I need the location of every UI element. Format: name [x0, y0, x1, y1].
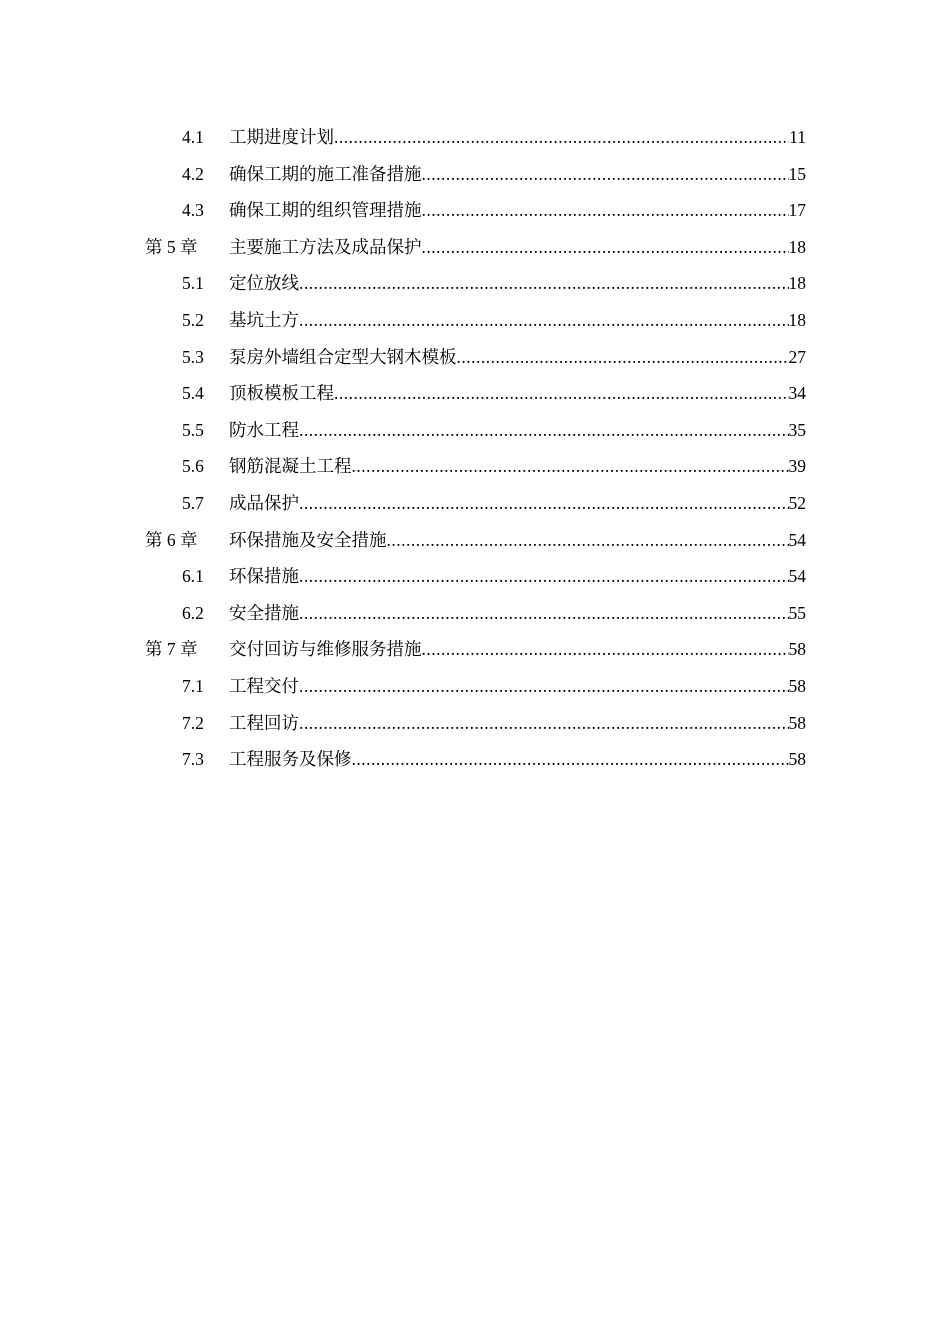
toc-entry-title: 定位放线: [229, 273, 299, 294]
toc-entry-number: 第 6 章: [145, 529, 198, 550]
toc-entry-title: 环保措施及安全措施: [229, 529, 387, 550]
toc-entry-number: 7.1: [182, 675, 204, 696]
toc-entry-body: [229, 119, 806, 156]
toc-dot-leader: [422, 192, 789, 229]
toc-entry-number: 5.5: [182, 419, 204, 440]
toc-entry-number: 4.3: [182, 200, 204, 221]
toc-entry[interactable]: [0, 339, 950, 376]
table-of-contents: [0, 119, 950, 778]
toc-entry-page: 11: [789, 127, 806, 147]
toc-entry-body: [229, 485, 806, 522]
toc-entry-title: 基坑土方: [229, 309, 299, 330]
toc-entry-number: 4.2: [182, 163, 204, 184]
toc-entry-number: 5.3: [182, 346, 204, 367]
toc-entry-number: 6.1: [182, 566, 204, 587]
toc-entry-title: 确保工期的施工准备措施: [229, 163, 422, 184]
toc-dot-leader: [352, 741, 789, 778]
toc-dot-leader: [422, 229, 789, 266]
toc-entry-body: [229, 668, 806, 705]
toc-dot-leader: [334, 375, 789, 412]
toc-entry-body: [229, 192, 806, 229]
toc-entry-title: 交付回访与维修服务措施: [229, 639, 422, 660]
toc-entry-body: [229, 412, 806, 449]
toc-entry-page: 18: [788, 236, 806, 257]
toc-entry-body: [229, 448, 806, 485]
toc-dot-leader: [422, 156, 789, 193]
toc-dot-leader: [299, 668, 789, 705]
toc-entry[interactable]: [0, 485, 950, 522]
toc-entry[interactable]: [0, 265, 950, 302]
toc-entry[interactable]: [0, 192, 950, 229]
toc-entry-title: 工程服务及保修: [229, 749, 352, 770]
toc-dot-leader: [299, 302, 789, 339]
toc-entry-number: 第 7 章: [145, 639, 198, 660]
toc-chapter-entry[interactable]: [0, 522, 950, 559]
toc-chapter-entry[interactable]: [0, 229, 950, 266]
toc-entry-body: [229, 631, 806, 668]
toc-entry[interactable]: [0, 375, 950, 412]
toc-entry-title: 防水工程: [229, 419, 299, 440]
toc-entry-body: [229, 705, 806, 742]
toc-entry-number: 5.7: [182, 492, 204, 513]
toc-dot-leader: [299, 412, 789, 449]
toc-entry-body: [229, 265, 806, 302]
toc-entry-number: 5.1: [182, 273, 204, 294]
toc-entry[interactable]: [0, 558, 950, 595]
toc-dot-leader: [457, 339, 789, 376]
toc-entry-body: [229, 375, 806, 412]
toc-entry-number: 5.6: [182, 456, 204, 477]
toc-dot-leader: [352, 448, 789, 485]
toc-entry-title: 主要施工方法及成品保护: [229, 236, 422, 257]
toc-entry[interactable]: [0, 668, 950, 705]
toc-entry-page: 54: [788, 529, 806, 550]
toc-entry-body: [229, 339, 806, 376]
toc-entry-body: [229, 156, 806, 193]
toc-dot-leader: [299, 485, 789, 522]
toc-entry-body: [229, 558, 806, 595]
toc-entry-page: 17: [788, 200, 806, 221]
toc-dot-leader: [299, 595, 789, 632]
toc-dot-leader: [422, 631, 789, 668]
toc-entry-title: 顶板模板工程: [229, 383, 334, 404]
toc-dot-leader: [299, 558, 789, 595]
toc-entry-page: 55: [788, 602, 806, 623]
toc-entry-body: [229, 522, 806, 559]
toc-entry-title: 成品保护: [229, 492, 299, 513]
toc-entry-title: 确保工期的组织管理措施: [229, 200, 422, 221]
toc-dot-leader: [334, 119, 789, 156]
toc-entry-page: 34: [788, 383, 806, 404]
toc-entry-number: 5.4: [182, 383, 204, 404]
toc-entry[interactable]: [0, 119, 950, 156]
toc-entry-page: 58: [788, 639, 806, 660]
toc-entry-page: 35: [788, 419, 806, 440]
toc-entry[interactable]: [0, 302, 950, 339]
toc-entry-page: 18: [788, 309, 806, 330]
toc-entry-number: 4.1: [182, 127, 204, 147]
toc-entry-page: 52: [788, 492, 806, 513]
toc-entry-page: 39: [788, 456, 806, 477]
toc-dot-leader: [299, 705, 789, 742]
toc-entry-title: 安全措施: [229, 602, 299, 623]
toc-entry-number: 5.2: [182, 309, 204, 330]
toc-entry-page: 58: [788, 675, 806, 696]
toc-entry-title: 工程回访: [229, 712, 299, 733]
toc-dot-leader: [387, 522, 789, 559]
toc-entry-title: 泵房外墙组合定型大钢木模板: [229, 346, 457, 367]
toc-entry-page: 58: [788, 712, 806, 733]
toc-entry-body: [229, 595, 806, 632]
toc-entry[interactable]: [0, 705, 950, 742]
toc-entry-page: 27: [788, 346, 806, 367]
toc-entry-body: [229, 302, 806, 339]
toc-entry[interactable]: [0, 741, 950, 778]
toc-entry-page: 54: [788, 566, 806, 587]
toc-entry-number: 第 5 章: [145, 236, 198, 257]
toc-entry-body: [229, 229, 806, 266]
toc-entry[interactable]: [0, 448, 950, 485]
toc-chapter-entry[interactable]: [0, 631, 950, 668]
toc-entry[interactable]: [0, 595, 950, 632]
toc-entry-title: 钢筋混凝土工程: [229, 456, 352, 477]
toc-entry-title: 工期进度计划: [229, 127, 334, 147]
toc-entry[interactable]: [0, 156, 950, 193]
toc-entry-number: 7.2: [182, 712, 204, 733]
toc-entry-page: 58: [788, 749, 806, 770]
toc-entry-page: 18: [788, 273, 806, 294]
toc-entry-page: 15: [788, 163, 806, 184]
toc-entry-body: [229, 741, 806, 778]
toc-entry-number: 7.3: [182, 749, 204, 770]
toc-entry-title: 环保措施: [229, 566, 299, 587]
toc-entry-title: 工程交付: [229, 675, 299, 696]
toc-entry[interactable]: [0, 412, 950, 449]
toc-dot-leader: [299, 265, 789, 302]
toc-entry-number: 6.2: [182, 602, 204, 623]
